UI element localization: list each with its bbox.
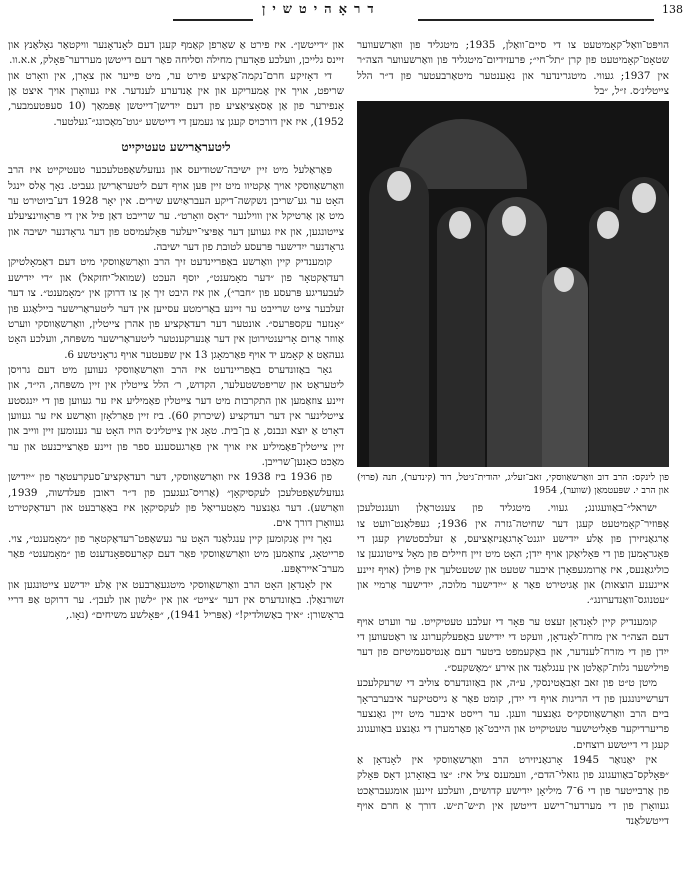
- running-title: דראָהיטשין: [262, 2, 381, 17]
- paragraph: ישראל״־באַוועגונג; געווי. מיטגליד פון צענטראַלן וועגנטלעכן אָפּוזיר־קאָמיטעט קעגן דער שחיטה־גזרה אין 1936; געפּלאַנט־וועט צו אַרגאַניזירן פון אַלע ייִדישע יוגנט־אָרגאַניזאַציעס, אַ זעלבסטשוץ קעגן די פּאָגראָמען פון די פּאָליאַקן אויף ייִדן; האָט מיט זיין חיילים פון מאָל צייטונגען צו כוליגאַנעס, איז אַרומגעפאָרן איבער שטעט און שטעטלעך אין פּוילן (אויף זיינע אייגענע הוצאות) און אַגיטירט פאַר אַ ״ייִדישער מלוכה, ייִדישער אַרמיי און ״עטנוגס־וואַנדערונג״.: [357, 502, 669, 607]
- paragraph: אין יאַנואַר 1945 אָרגאַניזירט הרב וואַרשאַווסקי אין לאָנדאָן אַ ״פּאָלקס־באַוועגונג פון גזאלי־הדם״, וועמענס ציל איז: ״צו באַזאָרגן דאָס פּאָלק פון אַרבייטער פון די 6־7 מיליאָן ייִדישע קדושים, וועלכע זיינען אומגעבראַכט געוואָרן פון די מערדער־רישע דייטשן אין ת״ש־ת״ש. דורך אַ חרם אויף דייטשלאַנד: [357, 753, 669, 828]
- paragraph: קומענדיק קיין וואַרשע באַפריינדעט זיך הרב וואַרשאַווסקי מיט דעם דאַמאָלטיקן רעדאַקטאָר פון ״דער מאָמענט״, יוסף העכט (שמואל־יחזקאל) און ״די ייִדישע לעבעדיגע פּרעסע פון ״חבר״), און איז היבט זיך אָן צו דרוקן אין ״מאָמענט״. צו דער זעלבער צייט שרייבט ער זיינע באַרימטע עסייען אין דער ליטעראַרישער ביילאַגע פון ״אָנזער עקספּרעס״. אונטער דער רעדאַקציע פון אהרן צייטלין, וואַרשאַווסקי ווערט אַווזר אַרום אָריענטירוטן אין דער אַנערקענטער ליטעראַרישער משפּחה, וועלכע האָט געהאַט אַ קאָמע יד אויף פאַרמאָגן 13 אין שפּעטער אויף גראָניטשע 6.: [8, 256, 344, 361]
- section-heading: ליטעראַרישע טעטיקייט: [121, 140, 231, 155]
- paragraph: אין לאָנדאָן האָט הרב וואַרשאַווסקי מיטגעאַרבעט אין אַלע ייִדישע צייטונגען און זשורנאַלן. באַזונדערס אין דער ״צייט״ און אין ״לשון און לעבן״. ער דרוקט אַפּ דריי בראָשורן: ״איך באַשולדיק!״ (אַפּריל 1941), ״פּאָלשע משיחים״ (נאָו.,: [8, 578, 344, 622]
- photo-caption: פון לינקס: הרב דוב וואַרשאַווסקי, זאב־זעליג, יהודית־גיטל, דוד (קינדער), חנה (פרוי) און הרב י. שפּעטמאַן (שווער), 1954: [357, 472, 669, 497]
- paragraph: גאָר באַזונדערס באַפריינדעט איז הרב וואַרשאַווסקי געווען מיט דעם גרויסן ליטעראַט און שריפטשטעלער, הקדוש, ר׳ הלל צייטלין אין זיין משפּחה, הי״ד, און זיינע צוזאַמען און התקרבות מיט דער צייטלין פאַמיליע איז ער געווען פון די ייִנגסטע צייטלינער אין דער רעדקציע (שיכרוק 60). ביז זיין פאַרלאָזן וואַרשע איז ער געווען דאָרט אַ יוצא ונבנס, אַ בן־בית. טאָג אין צייטלינ׳ס הויז האָט ער גענומען זיין ווייב און זיין צייטלין־פאַמיליע איז אויך אין פאַרגעסענע ספר פון זיינע פאַרצייכנעט און ער מאַכט כאָנען־שרייבן.: [8, 363, 344, 468]
- paragraph: און ״דייטשן״. איז פירט אַ שאַרפן קאַמף קעגן דעם לאָנדאָנער וויקטאַר גאָלאַנץ און זיינס גלייכן, וועלכע פאָדערן מחילה וסליחה פאַר דעם דייטשן מערדער־פּאָלק, א.א.וו.: [8, 39, 344, 67]
- paragraph: נאָך זיין אַנקומען קיין ענגלאַנד האָט ער געשאַפט־רעדאַקטאָר פון ״מאָמענט״, צוי. פרייטאָג, צוזאַמען מיט וואַרשאַווסקי פאַר דעם קאָרעספּאָנדענט פון ״מאָמענט״ פאַר מערב־אייראָפּע.: [8, 532, 344, 576]
- header-rule-left: [173, 19, 253, 21]
- paragraph: הויפּט־וואַל־קאָמיטעט צו די סיים־וואַלן, 1935; מיטגליד פון וואַרשעווער שטאָט־קאָמיטעט פון קרן ״תל־חי״; פּרעזידיום־מיטגליד פון וואַרשעווער הצה״ר אין 1937; געווי. מיטגרינדער און נאָענטער מיטאַרבעטער פון ד״ר הלל צייטלינ׳ס. ז״ל, ״בל: [357, 39, 669, 98]
- family-photo: [357, 101, 669, 467]
- header-rule-right: [418, 19, 654, 21]
- left-column: [8, 38, 344, 624]
- page-number: 138: [662, 3, 683, 16]
- person-figure: [437, 207, 485, 467]
- page-header: [0, 0, 683, 26]
- person-figure: [369, 167, 429, 467]
- paragraph: די דאָזיקע חרם־נקמה־אַקציע פירט ער, מיט פייער און צאָרן, אין וואָרט און שריפט, אויך אין אַמעריקע און אין אַנדערע לענדער. איז געוואָרן אויך איצט אַן אָנפירער פון אַן אַסאָציאַציע פון דעם ייִדישן־דייטשן אָפּמאַך (10 סעפּטעמבער, 1952), איז אין דורכויס קעגן צו געמען די דייטשע ״גוט־מאַכונג״־געלטער.: [8, 69, 344, 128]
- paragraph: מיטן ט״ט פון זאב זאַבאַטינסקי, ע״ה, און באַזונדערס צוליב די שרעקלעכע דערשיינונגען פון די הריגות אויף די ייִדן, קומט פאַר אַ גייסטיקער איבערבראָך ביים הרב וואַרשאַווסקי׳ס גאַנצער וועגן. ער רייסט איבער מיט זיין גאַנצער פריערדיקער פּאָליטישער טעטיקייט און הייבט־אָן פאַרמערן די גאַנצע באַוועגונג קעגן די דייטשע רוצחים.: [357, 677, 669, 751]
- person-figure: [619, 177, 669, 467]
- person-figure: [542, 267, 588, 467]
- paragraph: קומענדיק קיין לאָנדאָן זעצט ער פאָר די זעלבע טעטיקייט. ער ווערט אויף דעם הצה״ר אין מזרח־לאָנדאָן, וועקט די ייִדישע באַפעלקערונג צו ראַטעווען די ייִדן פון די מזרח־לענדער, און באַקעמפט ביטער דעם אַנטיסעמיטיזם פון דער פּוילישער גלות־קאַלטן אין ענגלאַנד און אירע ״מאַשקעס״.: [357, 615, 669, 674]
- right-column: [357, 38, 669, 830]
- paragraph: פּאַראַלעל מיט זיין ישיבה־שטודיעס און געזעלשאַפטלעכער טעטיקייט איז הרב וואַרשאַווסקי אויך אַקטיוו מיט זיין פּען אויף דעם ליטעראַרישן געביט. נאָך אַלס יינגל האָט ער גע־שריבן נשקשה־דיקע העבראַיִשע שירים. אין יאָר 1928 דע־ביוטירט ער מיט אַן אַרטיקל אין וווילנער ״דאָס וואָרט״. ער שרייבט דאַן פיל אין די פּראָווינציעלע צייטונגען, און איז געווען דער אַפּיצי־ייעלער פּאָלעמיסט פון דער גראָדנער ישיבה און גראָדנער ייִדישער פּרעסע לטובת פון דער ישיבה.: [8, 164, 344, 254]
- person-figure: [487, 197, 547, 467]
- paragraph: פון 1936 ביז 1938 איז וואַרשאַווסקי, דער רעדאַקציע־סעקרעטאַר פון ״ייִדישן געזעלשאַפטלעכן לעקסיקאָן״ (אַרויס־געגעבן פון ד״ר ראובן פעלדשוה, 1939, וואַרשע). דער גאַנצער מאַטעריאַל פון לעקסיקאָן איז באַאַרבעט און רעדאַקטירט געוואָרן דורך אים.: [8, 471, 344, 530]
